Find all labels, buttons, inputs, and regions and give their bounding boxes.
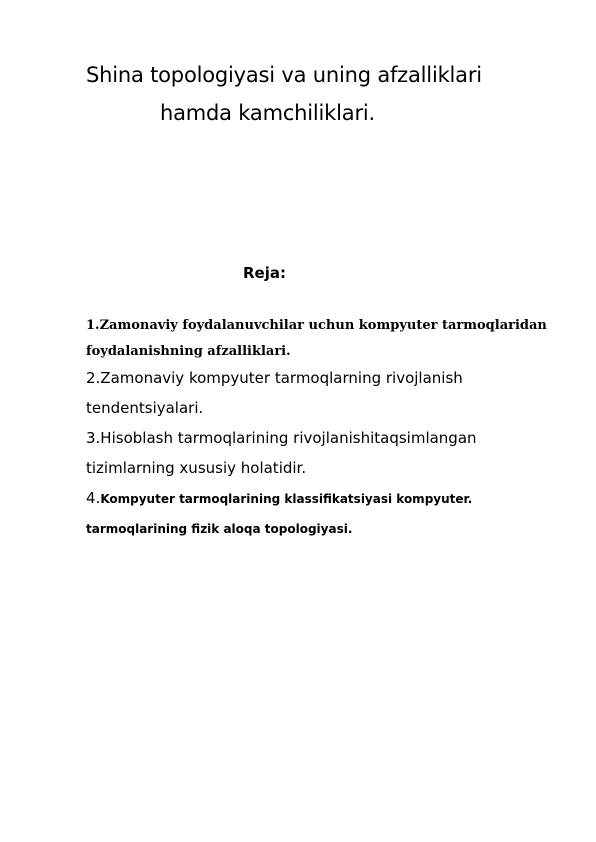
plan-item-4-text: Kompyuter tarmoqlarining klassifikatsiyasi kompyuter.: [100, 492, 473, 506]
plan-item-1: [86, 313, 556, 365]
plan-item-4-line-2: tarmoqlarining fizik aloqa topologiyasi.: [86, 522, 353, 536]
plan-item-1-line-1: 1.Zamonaviy foydalanuvchilar uchun kompyuter tarmoqlaridan: [86, 318, 547, 333]
plan-heading: Reja:: [243, 264, 286, 282]
document-title-line-1: Shina topologiyasi va uning afzalliklari: [86, 63, 482, 87]
plan-item-2-line-1: 2.Zamonaviy kompyuter tarmoqlarning rivojlanish: [86, 369, 463, 387]
plan-item-3-line-1: 3.Hisoblash tarmoqlarining rivojlanishitaqsimlangan: [86, 429, 477, 447]
plan-item-2-line-2: tendentsiyalari.: [86, 399, 204, 417]
plan-item-4-number: 4.: [86, 489, 101, 507]
document-title-line-2: hamda kamchiliklari.: [160, 101, 375, 125]
plan-item-4: [86, 483, 556, 544]
plan-item-3: [86, 423, 556, 483]
plan-item-1-line-2: foydalanishning afzalliklari.: [86, 344, 291, 359]
plan-item-4-line-1: [86, 483, 556, 514]
plan-list: [86, 313, 556, 544]
plan-item-2: [86, 363, 556, 423]
plan-item-3-line-2: tizimlarning xususiy holatidir.: [86, 459, 307, 477]
